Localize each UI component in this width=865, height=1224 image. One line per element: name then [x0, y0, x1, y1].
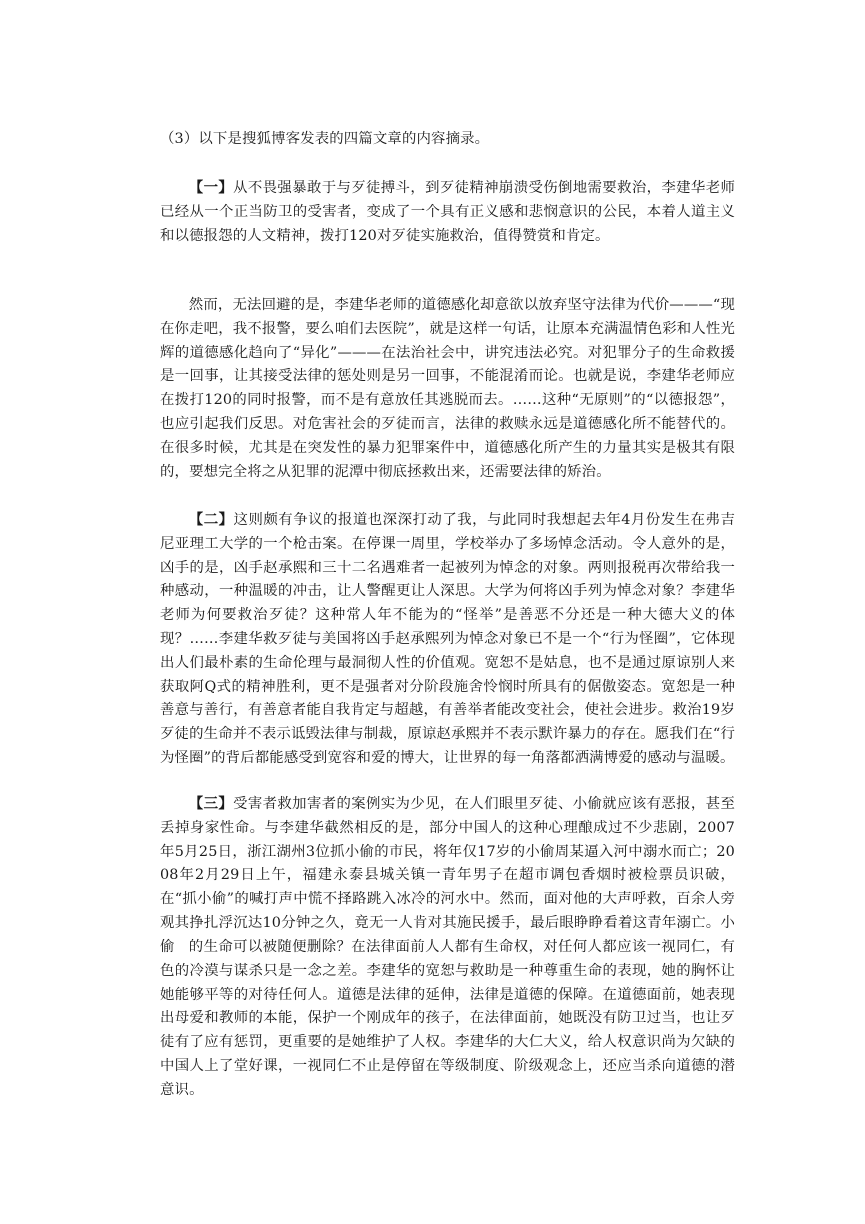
- section-1-paragraph: [160, 176, 735, 248]
- section-1b-text: 然而，无法回避的是，李建华老师的道德感化却意欲以放弃坚守法律为代价———“现在你走吧，我不报警，要么咱们去医院”，就是这样一句话，让原本充满温情色彩和人性光辉的道德感化趋向了“异化”———在法治社会中，讲究违法必究。对犯罪分子的生命救援是一回事，让其接受法律的惩处则是另一回事，不能混淆而论。也就是说，李建华老师应在拨打120的同时报警，而不是有意放任其逃脱而去。……这种“无原则”的“以德报怨”，也应引起我们反思。对危害社会的歹徒而言，法律的救赎永远是道德感化所不能替代的。在很多时候，尤其是在突发性的暴力犯罪案件中，道德感化所产生的力量其实是极其有限的，要想完全将之从犯罪的泥潭中彻底拯救出来，还需要法律的矫治。: [160, 297, 735, 480]
- section-3-paragraph: [160, 792, 735, 960]
- section-3-marker: 【三】: [188, 795, 234, 812]
- section-2-paragraph: [160, 508, 735, 771]
- section-2-text: 这则颇有争议的报道也深深打动了我，与此同时我想起去年4月份发生在弗吉尼亚理工大学的一个枪击案。在停课一周里，学校举办了多场悼念活动。令人意外的是，凶手的是，凶手赵承熙和三十二名遇难者一起被列为悼念的对象。两则报税再次带给我一种感动，一种温暖的冲击，让人警醒更让人深思。大学为何将凶手列为悼念对象？李建华老师为何要救治歹徒？这种常人年不能为的“怪举”是善恶不分还是一种大德大义的体现？……李建华救歹徒与美国将凶手赵承熙列为悼念对象已不是一个“行为怪圈”，它体现出人们最朴素的生命伦理与最洞彻人性的价值观。宽恕不是姑息，也不是通过原谅别人来获取阿Q式的精神胜利，更不是强者对分阶段施舍怜悯时所具有的倨傲姿态。宽恕是一种善意与善行，有善意者能自我肯定与超越，有善举者能改变社会，使社会进步。救治19岁歹徒的生命并不表示诋毁法律与制裁，原谅赵承熙并不表示默许暴力的存在。愿我们在“行为怪圈”的背后都能感受到宽容和爱的博大，让世界的每一角落都洒满博爱的感动与温暖。: [160, 512, 735, 766]
- section-1-marker: 【一】: [188, 179, 234, 196]
- section-3-text: 受害者救加害者的案例实为少见，在人们眼里歹徒、小偷就应该有恶报，甚至丢掉身家性命。与李建华截然相反的是，部分中国人的这种心理酿成过不少悲剧，2007年5月25日，浙江湖州3位抓小偷的市民，将年仅17岁的小偷周某逼入河中溺水而亡；2008年2月29日上午，福建永泰县城关镇一青年男子在超市调包香烟时被检票员识破，在“抓小偷”的喊打声中慌不择路跳入冰冷的河水中。然而，面对他的大声呼救，百余人旁观其挣扎浮沉达10分钟之久，竟无一人肯对其施民援手，最后眼睁睁看着这青年溺亡。小偷: [160, 796, 735, 955]
- section-3-continued-paragraph: [160, 936, 735, 1103]
- section-1-continued-paragraph: [160, 294, 735, 484]
- intro-line: （3）以下是搜狐博客发表的四篇文章的内容摘录。: [160, 131, 490, 147]
- section-2-marker: 【二】: [188, 511, 234, 528]
- section-3b-text: 的生命可以被随便删除？在法律面前人人都有生命权，对任何人都应该一视同仁，有色的冷漠与谋杀只是一念之差。李建华的宽恕与救助是一种尊重生命的表现，她的胸怀让她能够平等的对待任何人。道德是法律的延伸，法律是道德的保障。在道德面前，她表现出母爱和教师的本能，保护一个刚成年的孩子，在法律面前，她既没有防卫过当，也让歹徒有了应有惩罚，更重要的是她维护了人权。李建华的大仁大义，给人权意识尚为欠缺的中国人上了堂好课，一视同仁不止是停留在等级制度、阶级观念上，还应当杀向道德的潜意识。: [160, 939, 735, 1098]
- section-1-text: 从不畏强暴敢于与歹徒搏斗，到歹徒精神崩溃受伤倒地需要救治，李建华老师已经从一个正当防卫的受害者，变成了一个具有正义感和悲悯意识的公民，本着人道主义和以德报怨的人文精神，拨打120对歹徒实施救治，值得赞赏和肯定。: [160, 180, 735, 244]
